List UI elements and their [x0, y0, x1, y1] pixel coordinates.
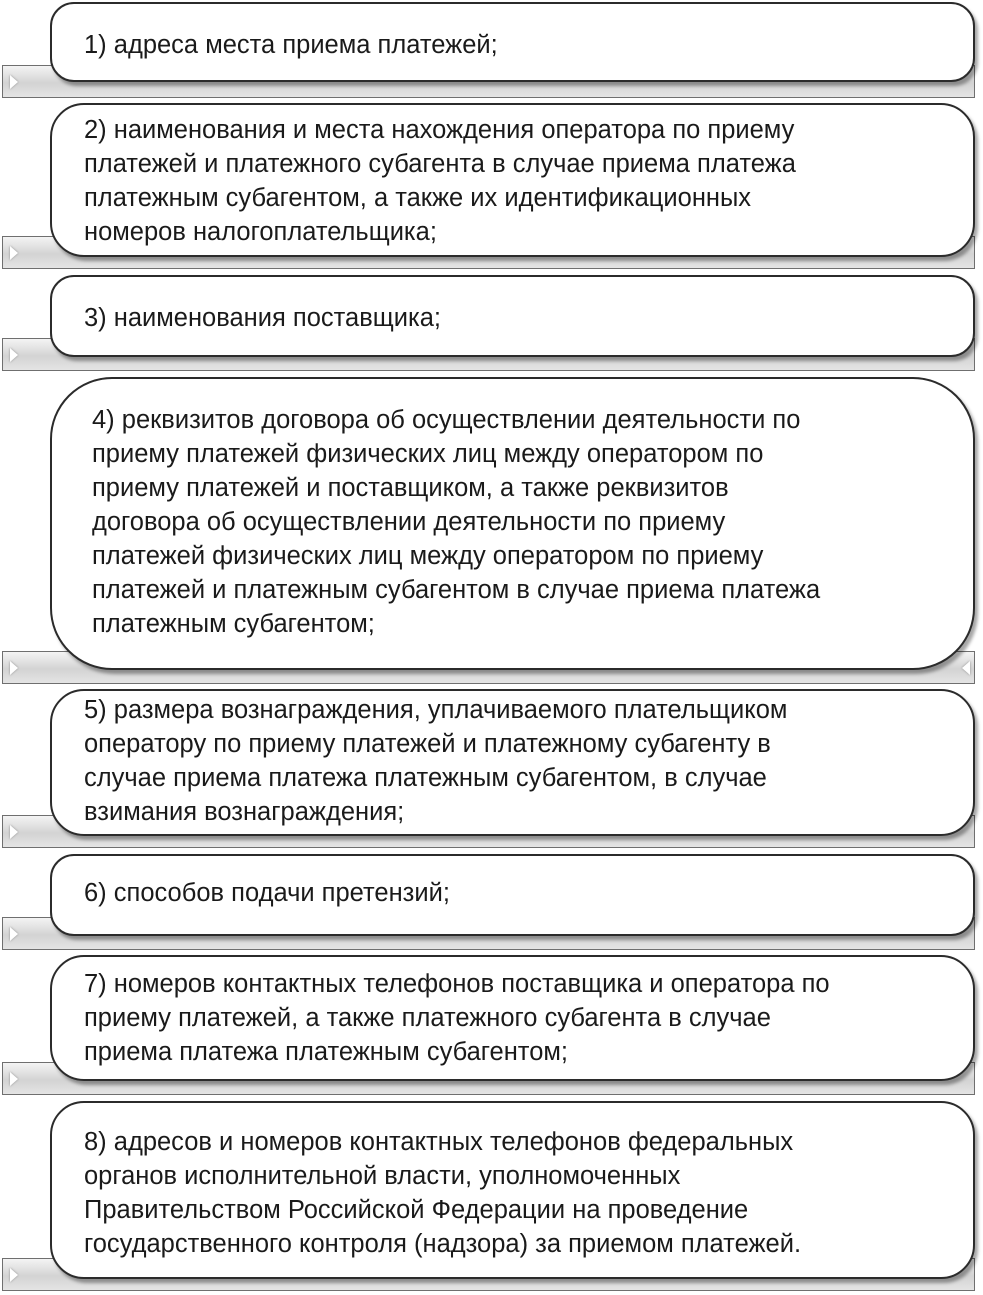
list-row-3 — [0, 275, 983, 371]
item-text-7: 7) номеров контактных телефонов поставщика и оператора по приему платежей, а также платежного субагента в случае приема платежа платежным субагентом; — [84, 970, 830, 1066]
item-text-1: 1) адреса места приема платежей; — [84, 31, 498, 59]
item-card-5 — [50, 689, 975, 836]
item-text-5: 5) размера вознаграждения, уплачиваемого плательщиком оператору по приему платежей и платежному субагенту в случае приема платежа платежным субагентом, в случае взимания вознаграждения; — [84, 696, 788, 826]
item-text-3: 3) наименования поставщика; — [84, 304, 441, 332]
item-card-2 — [50, 103, 975, 257]
item-text-4: 4) реквизитов договора об осуществлении деятельности по приему платежей физических лиц между оператором по приему платежей и поставщиком, а также реквизитов договора об осуществлении деятельности по приему платежей физических лиц между оператором по приему платежей и платежным субагентом в случае приема платежа платежным субагентом; — [92, 406, 821, 638]
item-card-8 — [50, 1101, 975, 1279]
item-text-6: 6) способов подачи претензий; — [84, 879, 450, 907]
item-card-3 — [50, 275, 975, 357]
arrow-right-icon — [10, 1072, 18, 1086]
list-row-6 — [0, 854, 983, 950]
item-text-2: 2) наименования и места нахождения оператора по приему платежей и платежного субагента в случае приема платежа платежным субагентом, а также их идентификационных номеров налогоплательщика; — [84, 116, 796, 246]
item-card-6 — [50, 854, 975, 936]
list-row-7 — [0, 955, 983, 1095]
list-row-2 — [0, 103, 983, 269]
arrow-right-icon — [10, 927, 18, 941]
arrow-right-icon — [10, 661, 18, 675]
item-text-8: 8) адресов и номеров контактных телефонов федеральных органов исполнительной власти, уполномоченных Правительством Российской Федерации на проведение государственного контроля (надзора) за приемом платежей. — [84, 1128, 802, 1258]
item-card-7 — [50, 955, 975, 1081]
arrow-right-icon — [10, 75, 18, 89]
arrow-right-icon — [10, 1268, 18, 1282]
arrow-right-icon — [10, 348, 18, 362]
list-row-5 — [0, 689, 983, 848]
list-row-8 — [0, 1101, 983, 1291]
arrow-right-icon — [10, 825, 18, 839]
arrow-right-icon — [10, 246, 18, 260]
list-row-1 — [0, 2, 983, 98]
arrow-left-icon — [962, 661, 970, 675]
item-card-1 — [50, 2, 975, 82]
item-card-4 — [50, 377, 975, 670]
list-row-4 — [0, 377, 983, 684]
